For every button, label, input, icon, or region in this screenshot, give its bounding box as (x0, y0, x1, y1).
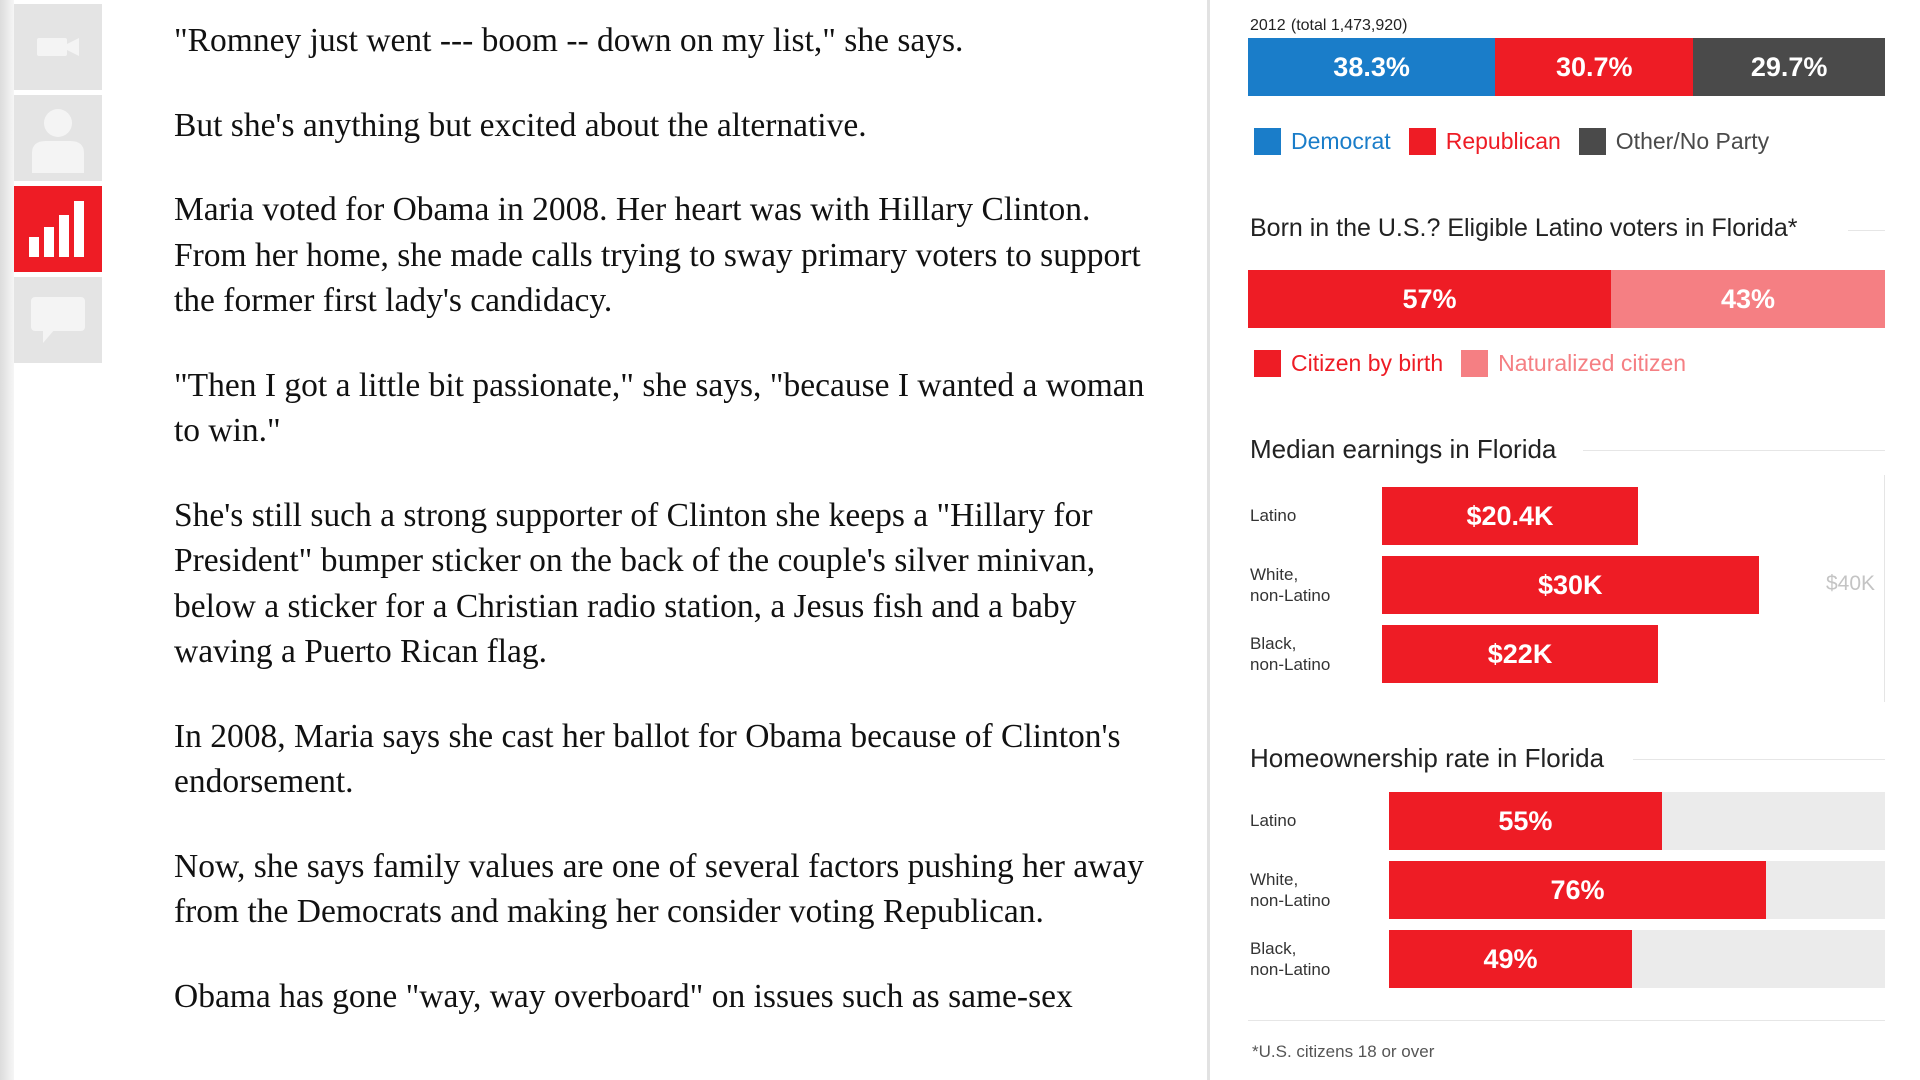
article-paragraph: But she's anything but excited about the alternative. (174, 106, 867, 144)
legend-item-other-no-party (1579, 128, 1769, 155)
legend-swatch (1409, 128, 1436, 155)
bar-row-latino (1248, 792, 1885, 850)
data-button[interactable] (14, 186, 102, 272)
bar-white-non-latino: 76% (1389, 861, 1766, 919)
legend-label: Naturalized citizen (1498, 350, 1687, 376)
speech-bubble-icon (29, 293, 87, 347)
bar-category-label: Black, non-Latino (1250, 634, 1331, 674)
birth-stacked-bar (1248, 270, 1885, 328)
earnings-chart-title: Median earnings in Florida (1250, 434, 1557, 464)
legend-item-democrat (1254, 128, 1391, 155)
article-paragraph: Maria voted for Obama in 2008. Her heart was with Hillary Clinton. From her home, she made calls trying to sway primary voters to support the former first lady's candidacy. (174, 191, 1141, 319)
legend-swatch (1579, 128, 1606, 155)
article-body (174, 18, 1164, 1058)
registration-stacked-bar (1248, 38, 1885, 96)
footnote-rule (1248, 1020, 1885, 1021)
article-paragraph: Now, she says family values are one of several factors pushing her away from the Democrats and making her consider voting Republican. (174, 847, 1144, 930)
reference-gridline (1884, 475, 1885, 702)
bar-category-label: White, non-Latino (1250, 870, 1331, 910)
video-camera-icon (35, 32, 81, 62)
segment-naturalized-citizen: 43% (1611, 270, 1885, 328)
article-paragraph: She's still such a strong supporter of Clinton she keeps a "Hillary for President" bumper sticker on the back of the couple's silver minivan, below a sticker for a Christian radio station, a Jesus fish and a baby waving a Puerto Rican flag. (174, 496, 1096, 670)
registration-total: (total 1,473,920) (1290, 17, 1408, 34)
legend-label: Other/No Party (1615, 128, 1770, 154)
bar-category-label: Latino (1250, 811, 1297, 830)
profile-button[interactable] (14, 95, 102, 181)
column-divider (1207, 0, 1210, 1080)
data-panel (1248, 0, 1888, 1080)
bar-category-label: White, non-Latino (1250, 565, 1331, 605)
bar-row-latino (1248, 487, 1885, 545)
legend-swatch (1254, 128, 1281, 155)
segment-republican: 30.7% (1495, 38, 1693, 96)
bar-white-non-latino: $30K (1382, 556, 1759, 614)
bar-black-non-latino: $22K (1382, 625, 1658, 683)
bar-category-label: Black, non-Latino (1250, 939, 1331, 979)
bar-category-label: Latino (1250, 506, 1297, 525)
legend-swatch (1254, 350, 1281, 377)
footnote: *U.S. citizens 18 or over (1252, 1042, 1435, 1061)
legend-swatch (1461, 350, 1488, 377)
bar-latino: $20.4K (1382, 487, 1638, 545)
bar-latino: 55% (1389, 792, 1662, 850)
comments-button[interactable] (14, 277, 102, 363)
birth-legend (1254, 350, 1704, 377)
title-rule (1848, 230, 1885, 231)
person-icon (28, 103, 88, 173)
segment-democrat: 38.3% (1248, 38, 1495, 96)
registration-year: 2012 (1250, 17, 1286, 34)
bar-row-black-non-latino (1248, 625, 1885, 683)
bar-row-white-non-latino (1248, 556, 1885, 614)
article-paragraph: "Romney just went --- boom -- down on my list," she says. (174, 22, 964, 59)
bar-row-white-non-latino (1248, 861, 1885, 919)
article-paragraph: In 2008, Maria says she cast her ballot for Obama because of Clinton's endorsement. (174, 717, 1121, 800)
page-edge-shadow (0, 0, 14, 1080)
legend-label: Republican (1445, 128, 1561, 154)
homeownership-chart-title: Homeownership rate in Florida (1250, 743, 1605, 773)
article-paragraph: "Then I got a little bit passionate," she says, "because I wanted a woman to win." (174, 366, 1145, 449)
legend-item-naturalized-citizen (1461, 350, 1686, 377)
title-rule (1583, 450, 1885, 451)
birth-chart-title: Born in the U.S.? Eligible Latino voters in Florida* (1250, 214, 1798, 242)
legend-item-citizen-by-birth (1254, 350, 1443, 377)
video-button[interactable] (14, 4, 102, 90)
segment-citizen-by-birth: 57% (1248, 270, 1611, 328)
registration-legend (1254, 128, 1787, 155)
article-paragraph: Obama has gone "way, way overboard" on issues such as same-sex (174, 977, 1073, 1015)
bar-row-black-non-latino (1248, 930, 1885, 988)
legend-label: Citizen by birth (1291, 350, 1444, 376)
registration-chart-title (1250, 14, 1407, 36)
segment-other-no-party: 29.7% (1693, 38, 1885, 96)
bar-chart-icon (27, 199, 89, 259)
reference-label: $40K (1826, 572, 1876, 595)
legend-item-republican (1409, 128, 1561, 155)
title-rule (1633, 759, 1885, 760)
legend-label: Democrat (1291, 128, 1391, 154)
bar-black-non-latino: 49% (1389, 930, 1632, 988)
